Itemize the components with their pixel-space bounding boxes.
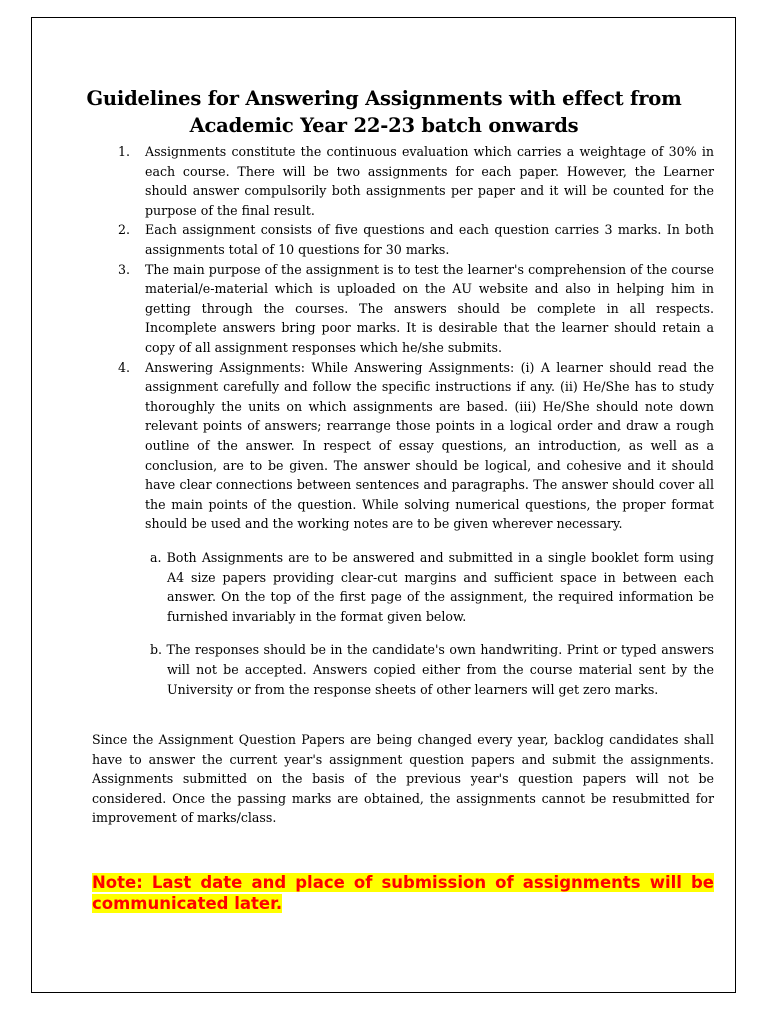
sub-list-item: a. Both Assignments are to be answered and submitted in a single booklet form using A4 size papers providing clear-cut margins and sufficient space in between each answer. On the top of the first page of the assignment, the required information be furnished invariably in the format given below. — [150, 550, 714, 624]
submission-note — [92, 872, 714, 914]
submission-note-text: Note: Last date and place of submission of assignments will be communicated later. — [92, 873, 714, 913]
list-item — [92, 142, 714, 220]
list-item-number: 3. — [118, 261, 131, 277]
list-item-text: The main purpose of the assignment is to test the learner's comprehension of the course material/e-material which is uploaded on the AU website and also in helping him in getting through the courses. The answers should be complete in all respects. Incomplete answers bring poor marks. It is desirable that the learner should retain a copy of all assignment responses which he/she submits. — [145, 261, 714, 355]
list-item — [92, 220, 714, 259]
list-item — [92, 358, 714, 534]
list-item-text: Answering Assignments: While Answering Assignments: (i) A learner should read the assignment carefully and follow the specific instructions if any. (ii) He/She has to study thoroughly the units on which assignments are based. (iii) He/She should note down relevant points of answers; rearrange those points in a logical order and draw a rough outline of the answer. In respect of essay questions, an introduction, as well as a conclusion, are to be given. The answer should be logical, and cohesive and it should have clear connections between sentences and paragraphs. The answer should cover all the main points of the question. While solving numerical questions, the proper format should be used and the working notes are to be given wherever necessary. — [145, 359, 714, 532]
list-item-number: 1. — [118, 144, 131, 159]
guidelines-list — [92, 142, 714, 534]
sub-list-item: b. The responses should be in the candidate's own handwriting. Print or typed answers will not be accepted. Answers copied either from the course material sent by the University or from the response sheets of other learners will get zero marks. — [150, 642, 714, 697]
list-item-number: 2. — [118, 222, 131, 238]
list-item — [92, 260, 714, 358]
closing-paragraph: Since the Assignment Question Papers are being changed every year, backlog candidates shall have to answer the current year's assignment question papers and submit the assignments. Assignments submitted on the basis of the previous year's question papers will not be considered. Once the passing marks are obtained, the assignments cannot be resubmitted for improvement of marks/class. — [92, 732, 714, 826]
list-item-text: Assignments constitute the continuous evaluation which carries a weightage of 30% in each course. There will be two assignments for each paper. However, the Learner should answer compulsorily both assignments per paper and it will be counted for the purpose of the final result. — [145, 144, 714, 218]
document-title: Guidelines for Answering Assignments with effect from Academic Year 22-23 batch onwards — [86, 87, 682, 138]
sub-guidelines-list — [150, 548, 714, 713]
list-item-number: 4. — [118, 359, 131, 375]
list-item-text: Each assignment consists of five questions and each question carries 3 marks. In both assignments total of 10 questions for 30 marks. — [145, 222, 714, 257]
